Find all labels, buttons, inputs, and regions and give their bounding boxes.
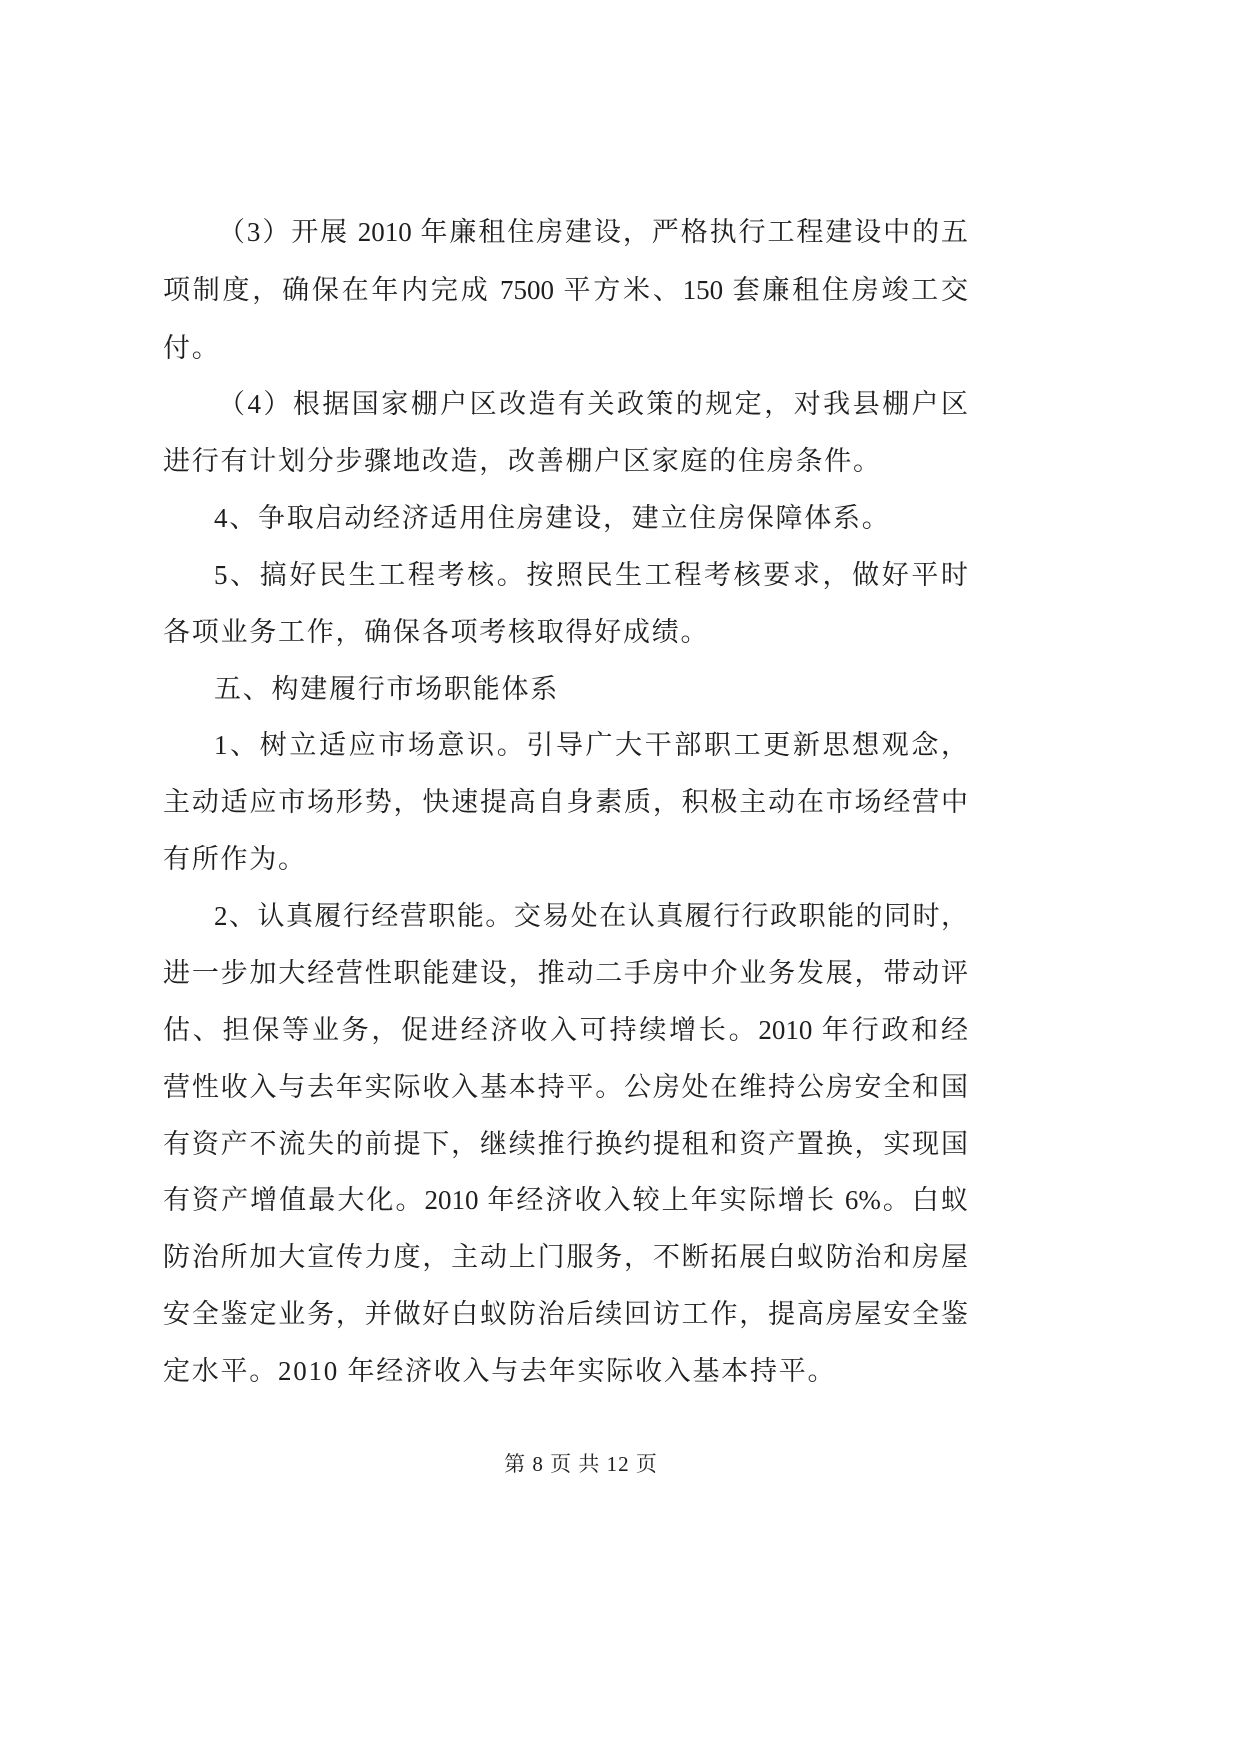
text-line: 1、树立适应市场意识。引导广大干部职工更新思想观念， [214,730,968,760]
text-line: 进行有计划分步骤地改造，改善棚户区家庭的住房条件。 [163,446,882,476]
text-line: 5、搞好民生工程考核。按照民生工程考核要求，做好平时 [214,560,968,590]
text-line: 项制度，确保在年内完成 7500 平方米、150 套廉租住房竣工交 [163,275,968,305]
text-line: （3）开展 2010 年廉租住房建设，严格执行工程建设中的五 [218,217,968,247]
text-line: 付。 [163,333,221,363]
text-line: 有资产不流失的前提下，继续推行换约提租和资产置换，实现国 [163,1129,968,1159]
text-line: 估、担保等业务，促进经济收入可持续增长。2010 年行政和经 [163,1015,968,1045]
text-line: 有资产增值最大化。2010 年经济收入较上年实际增长 6%。白蚁 [163,1185,968,1215]
text-line: 各项业务工作，确保各项考核取得好成绩。 [163,617,710,647]
text-line: 安全鉴定业务，并做好白蚁防治后续回访工作，提高房屋安全鉴 [163,1299,968,1329]
page-footer: 第 8 页 共 12 页 [504,1452,658,1476]
text-line: 进一步加大经营性职能建设，推动二手房中介业务发展，带动评 [163,958,968,988]
text-line: 4、争取启动经济适用住房建设，建立住房保障体系。 [214,503,891,533]
text-line: 防治所加大宣传力度，主动上门服务，不断拓展白蚁防治和房屋 [163,1242,968,1272]
text-line: （4）根据国家棚户区改造有关政策的规定，对我县棚户区 [218,389,968,419]
text-line: 营性收入与去年实际收入基本持平。公房处在维持公房安全和国 [163,1072,968,1102]
text-line: 有所作为。 [163,844,307,874]
text-line: 2、认真履行经营职能。交易处在认真履行行政职能的同时， [214,901,968,931]
text-line: 主动适应市场形势，快速提高自身素质，积极主动在市场经营中 [163,787,968,817]
heading-text: 五、构建履行市场职能体系 [214,674,559,704]
text-line: 定水平。2010 年经济收入与去年实际收入基本持平。 [163,1356,837,1386]
